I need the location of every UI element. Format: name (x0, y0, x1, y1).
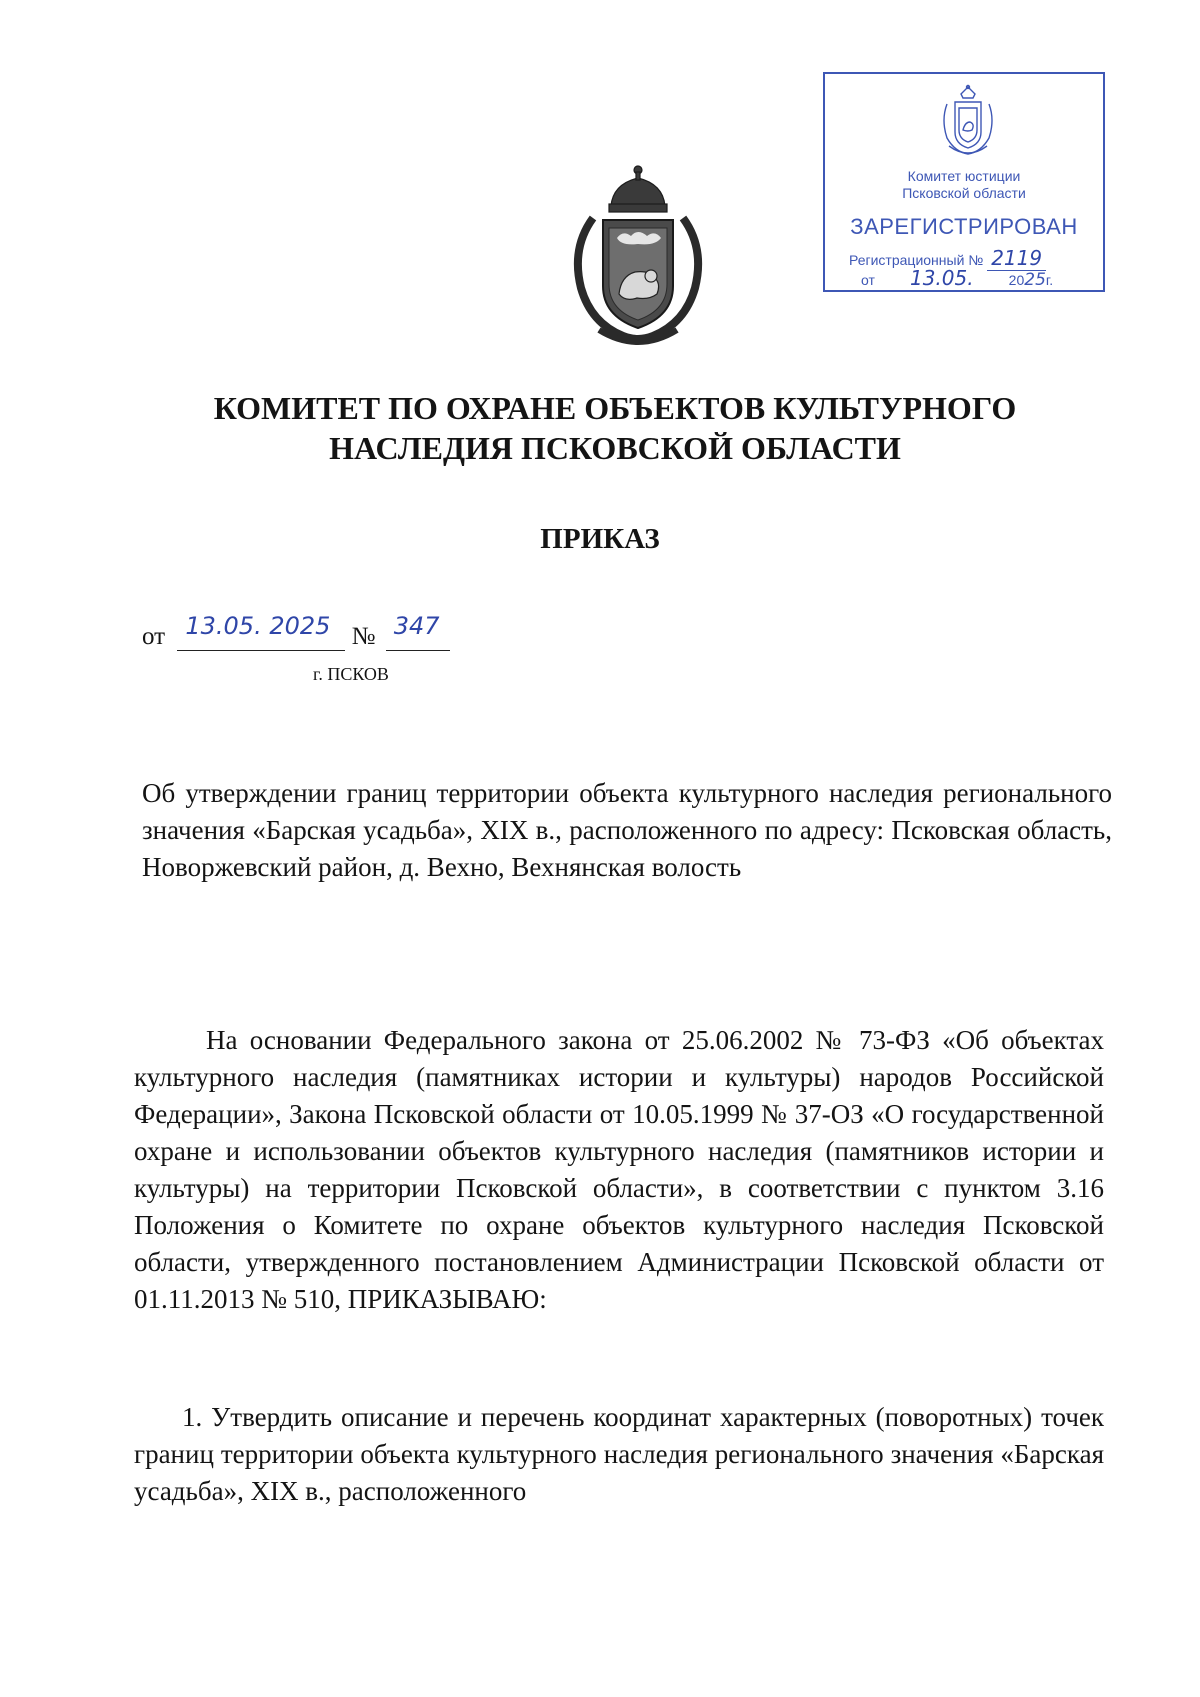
stamp-status: ЗАРЕГИСТРИРОВАН (850, 214, 1078, 239)
order-subject: Об утверждении границ территории объекта культурного наследия регионального значения «Барская усадьба», XIX в., расположенного по адресу: Псковская область, Новоржевский район, д. Вехно, Вехнянская волость (142, 778, 1112, 882)
committee-heading-line1: КОМИТЕТ ПО ОХРАНЕ ОБЪЕКТОВ КУЛЬТУРНОГО (213, 390, 1017, 426)
stamp-reg-number: 2119 (987, 246, 1046, 271)
order-number-handwritten: 347 (393, 612, 440, 640)
committee-heading-line2: НАСЛЕДИЯ ПСКОВСКОЙ ОБЛАСТИ (329, 430, 901, 466)
stamp-org-line2: Псковской области (902, 185, 1026, 201)
stamp-date-prefix: от (861, 272, 875, 288)
order-date-number-line (142, 612, 450, 651)
document-type-title: ПРИКАЗ (540, 523, 660, 555)
order-city: г. ПСКОВ (313, 664, 389, 684)
order-item-1: 1. Утвердить описание и перечень координат характерных (поворотных) точек границ территории объекта культурного наследия регионального значения «Барская усадьба», XIX в., расположенного (134, 1402, 1104, 1506)
stamp-year-suffix: г. (1045, 272, 1054, 288)
order-date-handwritten: 13.05. 2025 (185, 612, 331, 640)
order-number-prefix: № (351, 623, 376, 650)
stamp-emblem-icon (935, 84, 1001, 158)
committee-heading (150, 388, 1080, 468)
stamp-reg-label: Регистрационный № (849, 252, 984, 268)
stamp-date-value: 13.05. (879, 266, 1005, 291)
order-number-field (386, 612, 450, 651)
stamp-org-line1: Комитет юстиции (907, 168, 1021, 184)
registration-stamp (823, 72, 1105, 292)
order-date-field (177, 612, 345, 651)
stamp-year-prefix: 20 (1008, 272, 1025, 288)
stamp-year-value: 25 (1024, 270, 1046, 290)
order-preamble: На основании Федерального закона от 25.06.2002 № 73-ФЗ «Об объектах культурного наследия (памятниках истории и культуры) народов Российской Федерации», Закона Псковской области от 10.05.1999 № 37-ОЗ «О государственной охране и использовании объектов культурного наследия (памятников истории и культуры) на территории Псковской области», в соответствии с пунктом 3.16 Положения о Комитете по охране объектов культурного наследия Псковской области, утвержденного постановлением Администрации Псковской области от 01.11.2013 № 510, ПРИКАЗЫВАЮ: (134, 1025, 1104, 1314)
stamp-date (861, 266, 1053, 291)
pskov-coat-of-arms-icon (563, 158, 713, 350)
order-date-prefix: от (142, 623, 166, 650)
